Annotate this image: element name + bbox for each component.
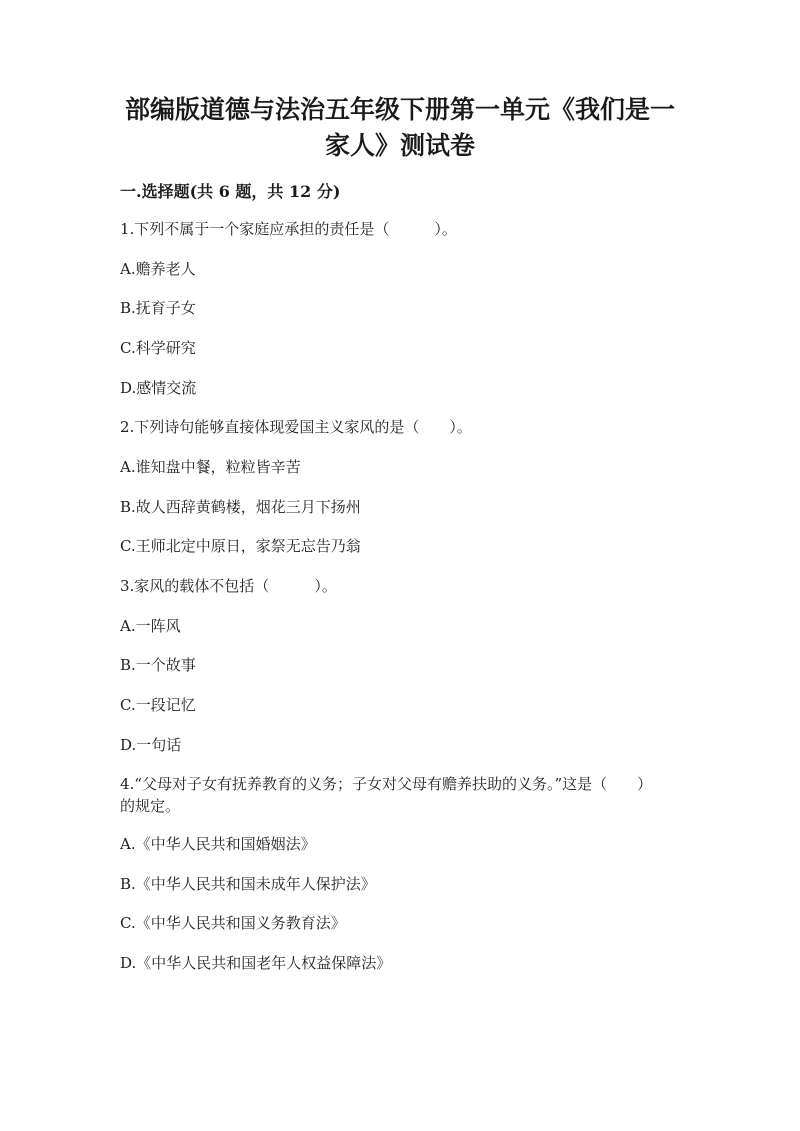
question-1-option-b[interactable]: B.抚育子女 (120, 299, 196, 317)
question-2-stem: 2.下列诗句能够直接体现爱国主义家风的是（ ）。 (120, 418, 472, 436)
question-4-option-b[interactable]: B.《中华人民共和国未成年人保护法》 (120, 875, 376, 893)
question-3-stem: 3.家风的载体不包括（ ）。 (120, 577, 337, 595)
question-3-option-b[interactable]: B.一个故事 (120, 656, 196, 674)
question-1-option-c[interactable]: C.科学研究 (120, 339, 196, 357)
page-title: 部编版道德与法治五年级下册第一单元《我们是一家人》测试卷 (124, 95, 675, 160)
question-2-option-b[interactable]: B.故人西辞黄鹤楼，烟花三月下扬州 (120, 498, 361, 516)
question-4-option-c[interactable]: C.《中华人民共和国义务教育法》 (120, 914, 346, 932)
question-4-option-a[interactable]: A.《中华人民共和国婚姻法》 (120, 835, 316, 853)
question-1-stem: 1.下列不属于一个家庭应承担的责任是（ ）。 (120, 220, 457, 238)
question-3-option-c[interactable]: C.一段记忆 (120, 696, 196, 714)
question-3-option-d[interactable]: D.一句话 (120, 736, 182, 754)
question-1-option-a[interactable]: A.赡养老人 (120, 260, 196, 278)
question-4-stem: 4.“父母对子女有抚养教育的义务；子女对父母有赡养扶助的义务。”这是（ ）的规定。 (120, 775, 653, 815)
question-1-option-d[interactable]: D.感情交流 (120, 379, 197, 397)
question-2-option-c[interactable]: C.王师北定中原日，家祭无忘告乃翁 (120, 537, 361, 555)
question-4-option-d[interactable]: D.《中华人民共和国老年人权益保障法》 (120, 954, 392, 972)
section-heading: 一.选择题(共 6 题，共 12 分) (120, 182, 341, 201)
question-2-option-a[interactable]: A.谁知盘中餐，粒粒皆辛苦 (120, 458, 301, 476)
question-3-option-a[interactable]: A.一阵风 (120, 617, 181, 635)
